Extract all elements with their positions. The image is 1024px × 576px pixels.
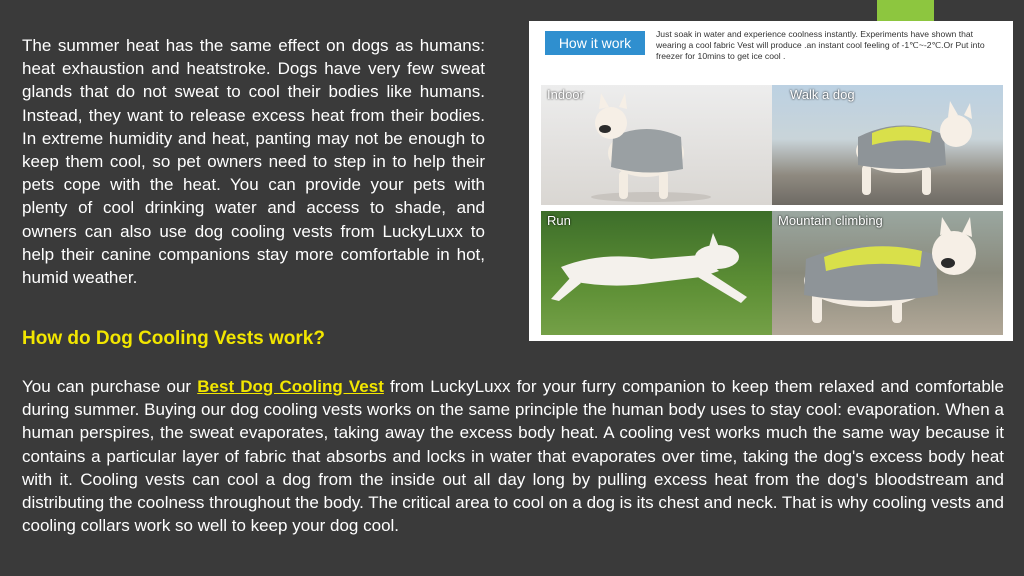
panel-label: Walk a dog	[790, 87, 855, 102]
body-paragraph	[22, 375, 1004, 537]
infographic-caption: Just soak in water and experience coolness instantly. Experiments have shown that wearing a cool fabric Vest will produce .an instant cool feeling of -1℃~-2℃.Or Put into freezer for 10mins to get ice cool .	[656, 29, 985, 61]
dog-run-illustration	[541, 211, 772, 335]
panel-run	[541, 211, 772, 335]
panel-walk-a-dog	[772, 85, 1003, 205]
dog-climbing-illustration	[772, 211, 1003, 335]
how-it-work-badge: How it work	[545, 31, 645, 55]
panel-mountain-climbing	[772, 211, 1003, 335]
dog-walk-illustration	[772, 85, 1003, 205]
panel-label: Indoor	[547, 87, 584, 102]
accent-tab	[877, 0, 934, 22]
intro-paragraph: The summer heat has the same effect on dogs as humans: heat exhaustion and heatstroke. Dogs have very few sweat glands that do not sweat to cool their bodies like humans. Instead, they want to release excess heat from their bodies. In extreme humidity and heat, panting may not be enough to keep them cool, so pet owners need to step in to help their pets cope with the heat. You can provide your pets with plenty of cool drinking water and access to shade, and owners can also use dog cooling vests from LuckyLuxx to help their canine companions stay more comfortable in hot, humid weather.	[22, 36, 485, 288]
panel-label: Run	[547, 213, 571, 228]
section-heading: How do Dog Cooling Vests work?	[22, 328, 325, 349]
panel-label: Mountain climbing	[778, 213, 883, 228]
product-infographic	[529, 21, 1013, 341]
panel-indoor	[541, 85, 772, 205]
best-dog-cooling-vest-link[interactable]: Best Dog Cooling Vest	[197, 377, 384, 396]
dog-indoor-illustration	[541, 85, 772, 205]
body-text-rest: from LuckyLuxx for your furry companion to keep them relaxed and comfortable during summer. Buying our dog cooling vests works on the same principle the human body uses to stay cool: evaporation. When a human perspires, the sweat evaporates, taking away the excess body heat. A cooling vest works much the same way because it contains a particular layer of fabric that absorbs and locks in water that evaporates over time, taking the dog's excess body heat with it. Cooling vests can cool a dog from the inside out all day long by pulling excess heat from the dog's bloodstream and distributing the coolness throughout the body. The critical area to cool on a dog is its chest and neck. That is why cooling vests and cooling collars work so well to keep your dog cool.	[22, 377, 1005, 536]
body-text-start: You can purchase our	[22, 377, 198, 396]
